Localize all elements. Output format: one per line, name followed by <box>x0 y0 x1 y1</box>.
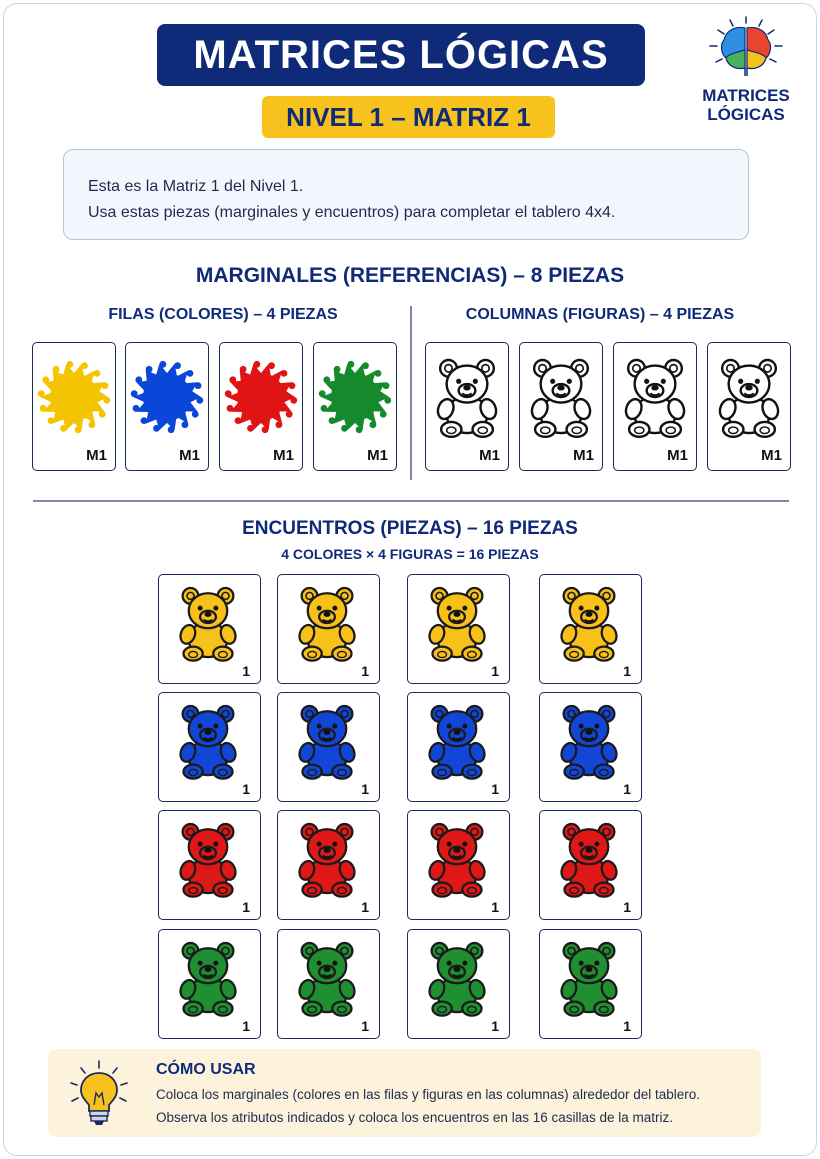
card-label: 1 <box>361 663 369 679</box>
teddy-bear-icon <box>554 701 624 781</box>
logo-line-2: LÓGICAS <box>707 105 785 124</box>
card-label: M1 <box>573 447 594 464</box>
encuentro-card[interactable] <box>158 574 261 684</box>
teddy-bear-icon <box>173 701 243 781</box>
how-to-line-1: Coloca los marginales (colores en las filas y figuras en las columnas) alrededor del tablero. <box>156 1087 701 1102</box>
encuentro-card[interactable] <box>158 692 261 802</box>
teddy-bear-icon <box>422 819 492 899</box>
how-to-line-2: Observa los atributos indicados y coloca los encuentros en las 16 casillas de la matriz. <box>156 1110 674 1125</box>
card-label: 1 <box>491 663 499 679</box>
card-label: 1 <box>491 1018 499 1034</box>
card-label: M1 <box>761 447 782 464</box>
encuentro-card[interactable] <box>277 692 380 802</box>
marginales-title: MARGINALES (REFERENCIAS) – 8 PIEZAS <box>195 264 625 287</box>
teddy-bear-icon <box>292 583 362 663</box>
row-marginal-card[interactable] <box>32 342 116 471</box>
card-label: 1 <box>491 899 499 915</box>
row-marginal-card[interactable] <box>313 342 397 471</box>
card-label: M1 <box>179 447 200 464</box>
intro-line-1: Esta es la Matriz 1 del Nivel 1. <box>88 178 304 195</box>
encuentro-card[interactable] <box>277 929 380 1039</box>
card-label: M1 <box>479 447 500 464</box>
column-marginal-card[interactable] <box>613 342 697 471</box>
page-title: MATRICES LÓGICAS <box>157 24 645 86</box>
encuentro-card[interactable] <box>407 692 510 802</box>
cols-title: COLUMNAS (FIGURAS) – 4 PIEZAS <box>465 306 735 323</box>
teddy-bear-icon <box>422 938 492 1018</box>
card-label: 1 <box>242 1018 250 1034</box>
intro-line-2: Usa estas piezas (marginales y encuentros) para completar el tablero 4x4. <box>88 204 616 221</box>
bear-outline-icon <box>524 355 598 439</box>
lightbulb-icon <box>66 1059 132 1129</box>
encuentro-card[interactable] <box>539 929 642 1039</box>
bear-outline-icon <box>618 355 692 439</box>
card-label: 1 <box>623 1018 631 1034</box>
paint-splash-icon <box>224 357 298 437</box>
card-label: 1 <box>242 781 250 797</box>
teddy-bear-icon <box>173 583 243 663</box>
teddy-bear-icon <box>292 938 362 1018</box>
level-badge: NIVEL 1 – MATRIZ 1 <box>262 96 555 138</box>
card-label: 1 <box>623 899 631 915</box>
bear-outline-icon <box>430 355 504 439</box>
encuentro-card[interactable] <box>407 810 510 920</box>
horizontal-divider <box>33 500 789 502</box>
encuentro-card[interactable] <box>407 929 510 1039</box>
rows-title: FILAS (COLORES) – 4 PIEZAS <box>108 306 338 323</box>
encuentro-card[interactable] <box>539 574 642 684</box>
logo <box>697 16 795 138</box>
card-label: 1 <box>623 781 631 797</box>
teddy-bear-icon <box>554 938 624 1018</box>
card-label: 1 <box>491 781 499 797</box>
encuentros-title: ENCUENTROS (PIEZAS) – 16 PIEZAS <box>242 518 578 539</box>
bear-outline-icon <box>712 355 786 439</box>
paint-splash-icon <box>318 357 392 437</box>
brain-icon <box>706 16 786 80</box>
card-label: M1 <box>667 447 688 464</box>
how-to-box <box>48 1049 761 1137</box>
card-label: 1 <box>361 781 369 797</box>
teddy-bear-icon <box>554 819 624 899</box>
encuentro-card[interactable] <box>539 692 642 802</box>
teddy-bear-icon <box>292 701 362 781</box>
encuentro-card[interactable] <box>407 574 510 684</box>
paint-splash-icon <box>130 357 204 437</box>
teddy-bear-icon <box>422 701 492 781</box>
teddy-bear-icon <box>173 938 243 1018</box>
encuentros-subtitle: 4 COLORES × 4 FIGURAS = 16 PIEZAS <box>281 546 539 562</box>
card-label: 1 <box>361 899 369 915</box>
vertical-divider <box>410 306 412 480</box>
column-marginal-card[interactable] <box>425 342 509 471</box>
column-marginal-card[interactable] <box>707 342 791 471</box>
encuentro-card[interactable] <box>277 574 380 684</box>
encuentro-card[interactable] <box>158 810 261 920</box>
card-label: 1 <box>242 899 250 915</box>
teddy-bear-icon <box>292 819 362 899</box>
card-label: M1 <box>367 447 388 464</box>
how-to-title: CÓMO USAR <box>156 1061 256 1078</box>
card-label: 1 <box>623 663 631 679</box>
teddy-bear-icon <box>554 583 624 663</box>
row-marginal-card[interactable] <box>125 342 209 471</box>
card-label: M1 <box>86 447 107 464</box>
card-label: 1 <box>242 663 250 679</box>
encuentro-card[interactable] <box>277 810 380 920</box>
row-marginal-card[interactable] <box>219 342 303 471</box>
teddy-bear-icon <box>422 583 492 663</box>
encuentro-card[interactable] <box>539 810 642 920</box>
intro-box <box>63 149 749 240</box>
logo-line-1: MATRICES <box>702 86 790 105</box>
encuentro-card[interactable] <box>158 929 261 1039</box>
paint-splash-icon <box>37 357 111 437</box>
card-label: M1 <box>273 447 294 464</box>
card-label: 1 <box>361 1018 369 1034</box>
column-marginal-card[interactable] <box>519 342 603 471</box>
teddy-bear-icon <box>173 819 243 899</box>
